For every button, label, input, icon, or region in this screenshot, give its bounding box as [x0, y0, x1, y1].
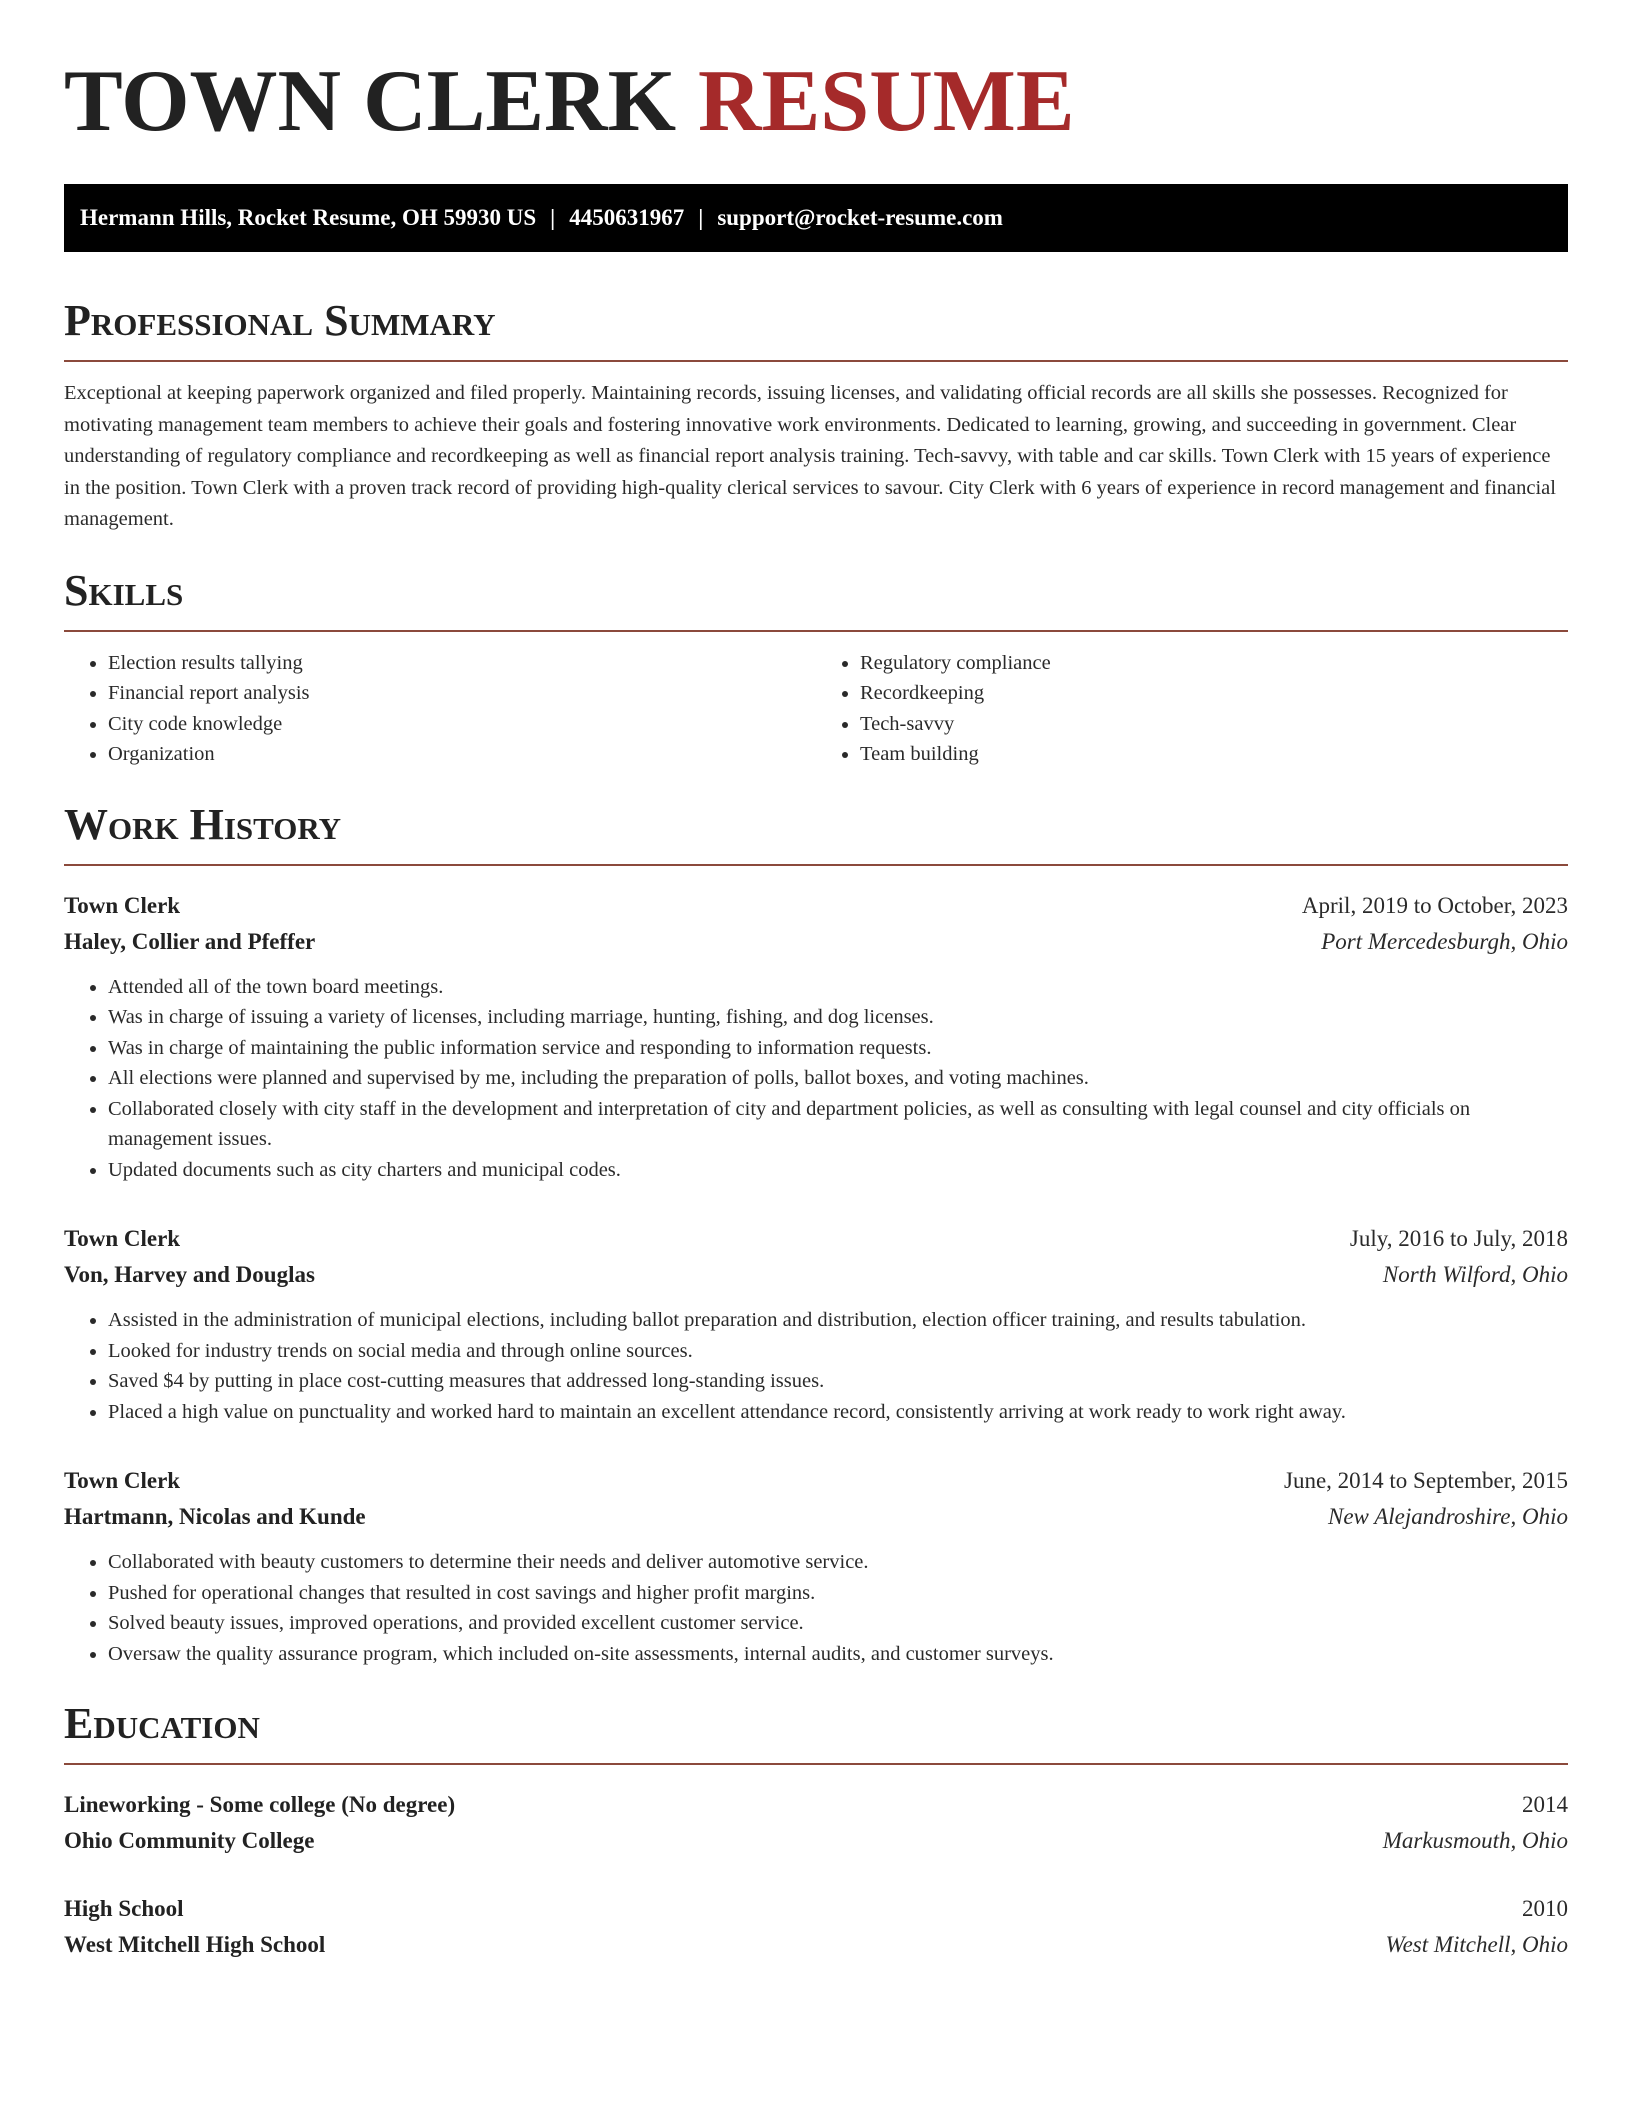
job-bullet: • Was in charge of issuing a variety of licenses, including marriage, hunting, fishing, and dog licenses.	[108, 1002, 1568, 1033]
education-school-row	[64, 1927, 1568, 1963]
job-bullet: • Oversaw the quality assurance program, which included on-site assessments, internal audits, and customer surveys.	[108, 1639, 1568, 1670]
job-bullet: • Attended all of the town board meetings.	[108, 972, 1568, 1003]
education-heading: Education	[64, 1699, 1568, 1765]
job-company: Von, Harvey and Douglas	[64, 1262, 315, 1287]
education-entry	[64, 1787, 1568, 1859]
work-history-section	[64, 800, 1568, 1670]
job-bullets	[64, 1305, 1568, 1427]
job-bullets	[64, 1547, 1568, 1669]
skills-section	[64, 566, 1568, 770]
education-degree-row	[64, 1891, 1568, 1927]
education-school-row	[64, 1823, 1568, 1859]
education-year: 2010	[1522, 1896, 1568, 1921]
skill-item: • Election results tallying	[108, 648, 816, 679]
summary-heading: Professional Summary	[64, 296, 1568, 362]
job-entry	[64, 888, 1568, 1186]
job-location: Port Mercedesburgh, Ohio	[1321, 928, 1568, 954]
work-history-heading: Work History	[64, 800, 1568, 866]
skill-item: • City code knowledge	[108, 709, 816, 740]
education-location: West Mitchell, Ohio	[1385, 1932, 1568, 1957]
job-bullet: • Looked for industry trends on social media and through online sources.	[108, 1336, 1568, 1367]
education-section	[64, 1699, 1568, 1963]
job-title-row	[64, 888, 1568, 924]
skills-list-left	[64, 648, 816, 770]
education-school: Ohio Community College	[64, 1828, 315, 1853]
job-bullet: • Solved beauty issues, improved operations, and provided excellent customer service.	[108, 1608, 1568, 1639]
job-bullet: • All elections were planned and supervised by me, including the preparation of polls, ballot boxes, and voting machines.	[108, 1063, 1568, 1094]
job-location: New Alejandroshire, Ohio	[1327, 1504, 1568, 1529]
title-main: TOWN CLERK	[64, 53, 677, 150]
job-title: Town Clerk	[64, 1226, 181, 1251]
job-bullet: • Was in charge of maintaining the public information service and responding to information requests.	[108, 1033, 1568, 1064]
contact-address: Hermann Hills, Rocket Resume, OH 59930 US	[80, 205, 537, 230]
job-title-row	[64, 1221, 1568, 1257]
education-degree: Lineworking - Some college (No degree)	[64, 1792, 456, 1817]
education-degree-row	[64, 1787, 1568, 1823]
job-bullet: • Saved $4 by putting in place cost-cutting measures that addressed long-standing issues.	[108, 1366, 1568, 1397]
job-location: North Wilford, Ohio	[1382, 1262, 1568, 1287]
job-title: Town Clerk	[64, 1468, 181, 1493]
job-bullet: • Placed a high value on punctuality and worked hard to maintain an excellent attendance record, consistently arriving at work ready to work right away.	[108, 1397, 1568, 1428]
title-accent: RESUME	[698, 53, 1075, 150]
job-bullets	[64, 972, 1568, 1186]
summary-section	[64, 296, 1568, 536]
job-dates: July, 2016 to July, 2018	[1349, 1226, 1568, 1251]
skill-item: • Regulatory compliance	[860, 648, 1568, 679]
resume-title	[64, 52, 1568, 152]
job-company-row	[64, 1257, 1568, 1293]
job-company-row	[64, 924, 1568, 960]
skills-heading: Skills	[64, 566, 1568, 632]
job-dates: June, 2014 to September, 2015	[1284, 1468, 1568, 1493]
job-bullet: • Updated documents such as city charters and municipal codes.	[108, 1155, 1568, 1186]
education-school: West Mitchell High School	[64, 1932, 326, 1957]
job-title: Town Clerk	[64, 892, 181, 918]
job-title-row	[64, 1463, 1568, 1499]
contact-email: support@rocket-resume.com	[717, 205, 1003, 230]
job-bullet: • Collaborated with beauty customers to determine their needs and deliver automotive service.	[108, 1547, 1568, 1578]
contact-separator: |	[698, 205, 704, 230]
job-entry	[64, 1221, 1568, 1427]
education-entry	[64, 1891, 1568, 1963]
skill-item: • Financial report analysis	[108, 678, 816, 709]
job-bullet: • Assisted in the administration of municipal elections, including ballot preparation and distribution, election officer training, and results tabulation.	[108, 1305, 1568, 1336]
job-company: Hartmann, Nicolas and Kunde	[64, 1504, 366, 1529]
skill-item: • Recordkeeping	[860, 678, 1568, 709]
education-degree: High School	[64, 1896, 184, 1921]
skill-item: • Tech-savvy	[860, 709, 1568, 740]
job-bullet: • Pushed for operational changes that resulted in cost savings and higher profit margins.	[108, 1578, 1568, 1609]
job-dates: April, 2019 to October, 2023	[1301, 892, 1568, 918]
skills-grid	[64, 648, 1568, 770]
job-entry	[64, 1463, 1568, 1669]
education-year: 2014	[1522, 1792, 1568, 1817]
skill-item: • Organization	[108, 739, 816, 770]
education-location: Markusmouth, Ohio	[1382, 1828, 1568, 1853]
contact-bar	[64, 184, 1568, 252]
contact-separator: |	[550, 205, 556, 230]
job-bullet: • Collaborated closely with city staff in the development and interpretation of city and department policies, as well as consulting with legal counsel and city officials on management issues.	[108, 1094, 1568, 1155]
skills-list-right	[816, 648, 1568, 770]
contact-phone: 4450631967	[569, 205, 685, 230]
job-company: Haley, Collier and Pfeffer	[64, 928, 316, 954]
summary-text: Exceptional at keeping paperwork organized and filed properly. Maintaining records, issuing licenses, and validating official records are all skills she possesses. Recognized for motivating management team members to achieve their goals and fostering innovative work environments. Dedicated to learning, growing, and succeeding in government. Clear understanding of regulatory compliance and recordkeeping as well as financial report analysis training. Tech-savvy, with table and car skills. Town Clerk with 15 years of experience in the position. Town Clerk with a proven track record of providing high-quality clerical services to savour. City Clerk with 6 years of experience in record management and financial management.	[64, 382, 1556, 530]
skill-item: • Team building	[860, 739, 1568, 770]
job-company-row	[64, 1499, 1568, 1535]
